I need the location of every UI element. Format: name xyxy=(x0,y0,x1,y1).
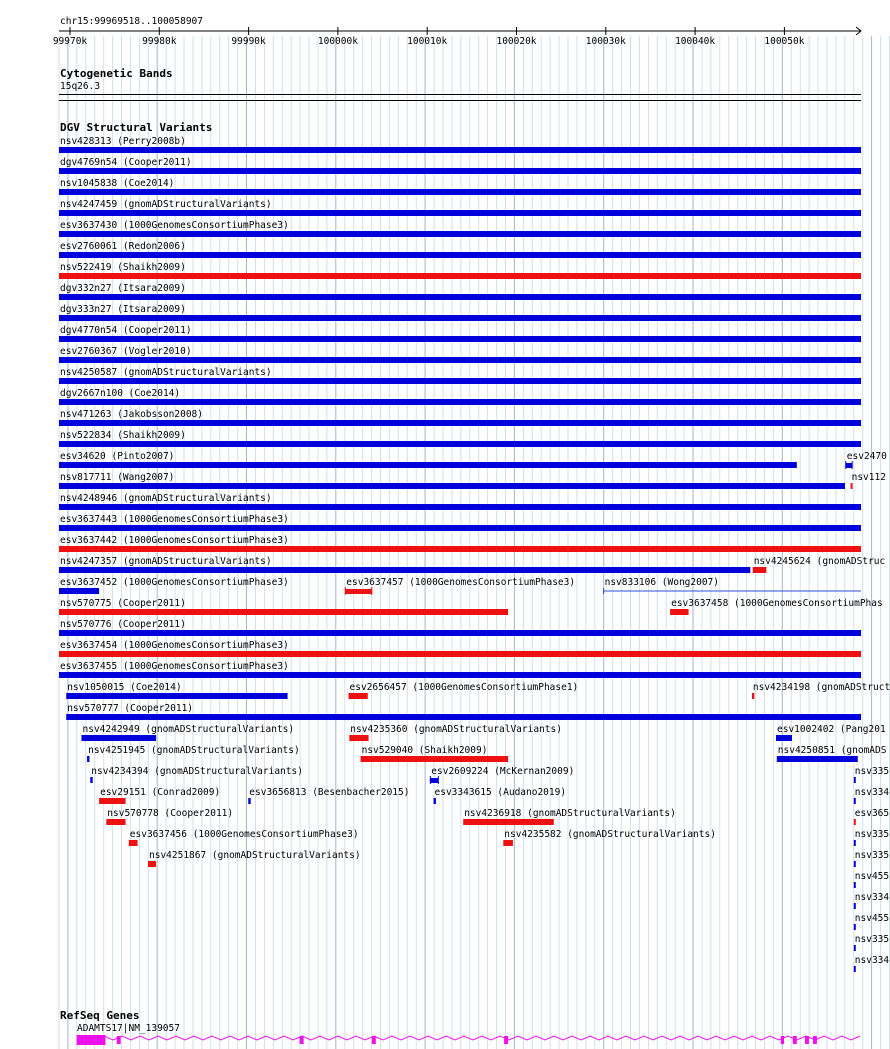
dgv-feature[interactable] xyxy=(59,451,797,468)
dgv-feature[interactable] xyxy=(59,304,861,321)
dgv-feature[interactable] xyxy=(59,136,861,153)
dgv-feature[interactable] xyxy=(59,430,861,447)
dgv-feature-label: nsv335 xyxy=(854,934,890,945)
dgv-feature-label: nsv4245624 (gnomADStruc xyxy=(753,556,886,567)
dgv-feature-label: dgv332n27 (Itsara2009) xyxy=(60,283,186,294)
ruler-tick-label: 100050k xyxy=(764,36,805,47)
dgv-feature-bar[interactable] xyxy=(854,798,856,804)
ruler-ticks xyxy=(53,27,805,47)
dgv-feature-bar[interactable] xyxy=(776,735,792,741)
dgv-feature-bar[interactable] xyxy=(854,777,856,783)
dgv-feature-label: nsv570775 (Cooper2011) xyxy=(60,598,186,609)
dgv-feature-label: esv3637458 (1000GenomesConsortiumPhas xyxy=(671,598,883,609)
dgv-feature-bar[interactable] xyxy=(854,819,856,825)
dgv-feature-bar[interactable] xyxy=(59,336,861,342)
dgv-feature[interactable] xyxy=(66,703,861,720)
dgv-feature-label: nsv4247357 (gnomADStructuralVariants) xyxy=(60,556,272,567)
dgv-feature-bar[interactable] xyxy=(59,294,861,300)
gene-exon[interactable] xyxy=(504,1036,508,1044)
dgv-feature[interactable] xyxy=(361,745,509,762)
dgv-feature-label: esv3656813 (Besenbacher2015) xyxy=(249,787,410,798)
dgv-feature-label: nsv4250587 (gnomADStructuralVariants) xyxy=(60,367,272,378)
gene-exon[interactable] xyxy=(372,1036,376,1044)
dgv-feature-bar[interactable] xyxy=(59,315,861,321)
dgv-feature-bar[interactable] xyxy=(59,189,861,195)
dgv-feature-bar[interactable] xyxy=(59,441,861,447)
dgv-feature-bar[interactable] xyxy=(59,420,861,426)
dgv-feature-label: dgv4770n54 (Cooper2011) xyxy=(60,325,192,336)
dgv-feature-bar[interactable] xyxy=(777,756,858,762)
dgv-track-title: DGV Structural Variants xyxy=(60,121,213,134)
gene-exon[interactable] xyxy=(300,1036,304,1044)
dgv-feature-label: nsv335 xyxy=(854,850,890,861)
gene-exon[interactable] xyxy=(793,1036,797,1044)
dgv-feature-label: nsv4234198 (gnomADStruct xyxy=(752,682,890,693)
dgv-feature-label: nsv4234394 (gnomADStructuralVariants) xyxy=(91,766,303,777)
dgv-feature-label: nsv112 xyxy=(851,472,886,483)
ruler-tick-label: 100040k xyxy=(675,36,716,47)
dgv-feature-bar[interactable] xyxy=(349,735,368,741)
dgv-feature[interactable] xyxy=(59,619,861,636)
gene-exon[interactable] xyxy=(77,1035,106,1045)
dgv-feature-bar[interactable] xyxy=(854,903,856,909)
dgv-feature-bar[interactable] xyxy=(59,210,861,216)
ruler-tick-label: 99970k xyxy=(52,36,88,47)
dgv-feature[interactable] xyxy=(59,241,861,258)
dgv-feature-bar[interactable] xyxy=(106,819,125,825)
dgv-feature-label: esv2656457 (1000GenomesConsortiumPhase1) xyxy=(349,682,579,693)
dgv-feature-bar[interactable] xyxy=(854,861,856,867)
dgv-feature[interactable] xyxy=(59,577,289,594)
dgv-feature[interactable] xyxy=(349,724,562,741)
locus-label: chr15:99969518..100058907 xyxy=(60,16,203,27)
dgv-feature[interactable] xyxy=(59,535,861,552)
dgv-feature-bar[interactable] xyxy=(854,966,856,972)
dgv-feature-bar[interactable] xyxy=(854,945,856,951)
dgv-feature-label: dgv4769n54 (Cooper2011) xyxy=(60,157,192,168)
dgv-feature[interactable] xyxy=(59,388,861,405)
dgv-feature-label: nsv1045838 (Coe2014) xyxy=(60,178,175,189)
dgv-feature-label: esv3343615 (Audano2019) xyxy=(434,787,567,798)
dgv-feature-label: nsv833106 (Wong2007) xyxy=(604,577,719,588)
cytoband-track[interactable] xyxy=(59,67,861,101)
dgv-feature-label: esv365 xyxy=(854,808,890,819)
dgv-feature[interactable] xyxy=(434,787,567,804)
dgv-feature-bar[interactable] xyxy=(851,483,853,489)
dgv-feature-label: nsv334 xyxy=(854,955,890,966)
dgv-feature[interactable] xyxy=(753,556,886,573)
dgv-feature-label: nsv4251945 (gnomADStructuralVariants) xyxy=(88,745,300,756)
dgv-feature-label: nsv4236918 (gnomADStructuralVariants) xyxy=(464,808,676,819)
dgv-feature-label: dgv2667n100 (Coe2014) xyxy=(60,388,181,399)
ruler-tick-label: 100020k xyxy=(496,36,537,47)
dgv-feature-bar[interactable] xyxy=(59,252,861,258)
dgv-feature-bar[interactable] xyxy=(66,693,287,699)
dgv-feature-bar[interactable] xyxy=(59,651,861,657)
dgv-feature-bar[interactable] xyxy=(753,567,767,573)
dgv-feature-label: nsv335 xyxy=(854,766,890,777)
dgv-feature-label: nsv529040 (Shaikh2009) xyxy=(361,745,488,756)
dgv-feature-bar[interactable] xyxy=(854,840,856,846)
dgv-feature-label: esv2609224 (McKernan2009) xyxy=(431,766,575,777)
dgv-feature-bar[interactable] xyxy=(81,735,156,741)
dgv-feature[interactable] xyxy=(604,577,861,594)
dgv-feature-bar[interactable] xyxy=(59,462,797,468)
dgv-feature-bar[interactable] xyxy=(59,525,861,531)
dgv-feature[interactable] xyxy=(59,514,861,531)
dgv-feature-bar[interactable] xyxy=(59,168,861,174)
refseq-track-title: RefSeq Genes xyxy=(60,1009,140,1022)
gene-exon[interactable] xyxy=(813,1036,817,1044)
dgv-feature-bar[interactable] xyxy=(430,778,438,783)
dgv-feature[interactable] xyxy=(59,346,861,363)
ruler-tick-label: 100030k xyxy=(585,36,626,47)
dgv-feature-bar[interactable] xyxy=(99,798,125,804)
gene-label: ADAMTS17|NM_139057 xyxy=(77,1023,180,1034)
dgv-feature-bar[interactable] xyxy=(59,504,861,510)
dgv-feature-label: esv29151 (Conrad2009) xyxy=(100,787,221,798)
dgv-feature-label: nsv4235360 (gnomADStructuralVariants) xyxy=(350,724,562,735)
dgv-feature-bar[interactable] xyxy=(59,483,845,489)
dgv-feature-label: dgv333n27 (Itsara2009) xyxy=(60,304,186,315)
cytoband-track-title: Cytogenetic Bands xyxy=(60,67,173,80)
dgv-feature-label: esv3637454 (1000GenomesConsortiumPhase3) xyxy=(60,640,289,651)
dgv-feature-bar[interactable] xyxy=(59,231,861,237)
dgv-feature-bar[interactable] xyxy=(854,924,856,930)
ruler-tick-label: 100010k xyxy=(407,36,448,47)
dgv-feature-bar[interactable] xyxy=(129,840,138,846)
dgv-feature-label: esv3637430 (1000GenomesConsortiumPhase3) xyxy=(60,220,289,231)
gene-exon[interactable] xyxy=(805,1036,809,1044)
dgv-feature-bar[interactable] xyxy=(59,672,861,678)
dgv-feature-bar[interactable] xyxy=(670,609,688,615)
dgv-feature-bar[interactable] xyxy=(59,588,99,594)
dgv-feature-label: nsv4235582 (gnomADStructuralVariants) xyxy=(504,829,716,840)
dgv-feature-bar[interactable] xyxy=(59,567,750,573)
gene-exon[interactable] xyxy=(781,1036,784,1044)
dgv-feature-label: nsv570778 (Cooper2011) xyxy=(107,808,234,819)
dgv-feature-bar[interactable] xyxy=(59,147,861,153)
dgv-feature-label: nsv455 xyxy=(854,871,890,882)
dgv-feature[interactable] xyxy=(59,178,861,195)
dgv-feature[interactable] xyxy=(129,829,359,846)
dgv-feature[interactable] xyxy=(59,367,861,384)
dgv-feature[interactable] xyxy=(59,199,861,216)
dgv-feature-label: nsv455 xyxy=(854,913,890,924)
dgv-feature[interactable] xyxy=(90,766,303,783)
dgv-feature-bar[interactable] xyxy=(463,819,554,825)
dgv-feature-label: nsv817711 (Wang2007) xyxy=(60,472,175,483)
dgv-feature-label: nsv1050015 (Coe2014) xyxy=(67,682,182,693)
dgv-feature[interactable] xyxy=(66,682,287,699)
ruler-tick-label: 100000k xyxy=(317,36,358,47)
dgv-feature-bar[interactable] xyxy=(59,378,861,384)
dgv-feature[interactable] xyxy=(463,808,676,825)
dgv-feature-label: nsv522419 (Shaikh2009) xyxy=(60,262,186,273)
dgv-feature-bar[interactable] xyxy=(87,756,89,762)
coordinate-ruler[interactable] xyxy=(53,16,861,47)
dgv-feature[interactable] xyxy=(59,325,861,342)
dgv-feature[interactable] xyxy=(59,220,861,237)
dgv-feature-bar[interactable] xyxy=(361,756,509,762)
gene-exon[interactable] xyxy=(117,1036,121,1044)
dgv-feature-bar[interactable] xyxy=(90,777,92,783)
dgv-feature-bar[interactable] xyxy=(59,630,861,636)
dgv-feature-label: esv3637443 (1000GenomesConsortiumPhase3) xyxy=(60,514,289,525)
dgv-feature-label: nsv4251867 (gnomADStructuralVariants) xyxy=(149,850,361,861)
dgv-feature-label: esv2760367 (Vogler2010) xyxy=(60,346,192,357)
dgv-feature-bar[interactable] xyxy=(66,714,861,720)
dgv-feature[interactable] xyxy=(148,850,361,867)
dgv-feature-label: nsv4250851 (gnomADS xyxy=(777,745,887,756)
dgv-feature-label: esv34620 (Pinto2007) xyxy=(60,451,175,462)
dgv-feature[interactable] xyxy=(248,787,409,804)
dgv-feature-bar[interactable] xyxy=(59,609,508,615)
dgv-feature-bar[interactable] xyxy=(846,463,852,468)
dgv-feature-bar[interactable] xyxy=(148,861,156,867)
dgv-feature[interactable] xyxy=(59,661,861,678)
refseq-track xyxy=(60,1009,860,1045)
dgv-feature-bar[interactable] xyxy=(59,546,861,552)
dgv-feature[interactable] xyxy=(345,577,575,595)
dgv-feature-label: nsv4247459 (gnomADStructuralVariants) xyxy=(60,199,272,210)
dgv-feature[interactable] xyxy=(81,724,294,741)
track-divider xyxy=(59,100,861,101)
dgv-feature-label: esv3637452 (1000GenomesConsortiumPhase3) xyxy=(60,577,289,588)
dgv-feature[interactable] xyxy=(59,283,861,300)
dgv-feature-bar[interactable] xyxy=(59,273,861,279)
dgv-feature[interactable] xyxy=(59,640,861,657)
dgv-feature-bar[interactable] xyxy=(59,357,861,363)
dgv-feature[interactable] xyxy=(349,682,579,699)
dgv-feature-label: nsv570777 (Cooper2011) xyxy=(67,703,194,714)
dgv-feature-label: nsv334 xyxy=(854,787,890,798)
cytoband-ideogram[interactable] xyxy=(59,94,861,95)
dgv-feature[interactable] xyxy=(59,262,861,279)
ruler-tick-label: 99980k xyxy=(142,36,177,47)
dgv-feature-label: nsv522834 (Shaikh2009) xyxy=(60,430,186,441)
dgv-feature-bar[interactable] xyxy=(854,882,856,888)
dgv-feature[interactable] xyxy=(59,493,861,510)
refseq-gene[interactable] xyxy=(77,1023,860,1045)
dgv-feature-bar[interactable] xyxy=(503,840,513,846)
dgv-feature-bar[interactable] xyxy=(248,798,250,804)
dgv-feature-bar[interactable] xyxy=(752,693,754,699)
dgv-feature[interactable] xyxy=(59,556,750,573)
ruler-tick-label: 99990k xyxy=(231,36,266,47)
dgv-feature[interactable] xyxy=(752,682,890,699)
dgv-feature-label: nsv428313 (Perry2008b) xyxy=(60,136,186,147)
dgv-feature[interactable] xyxy=(106,808,233,825)
dgv-feature[interactable] xyxy=(59,157,861,174)
dgv-feature-label: esv2760061 (Redon2006) xyxy=(60,241,186,252)
dgv-feature-label: nsv471263 (Jakobsson2008) xyxy=(60,409,203,420)
dgv-feature-label: esv3637442 (1000GenomesConsortiumPhase3) xyxy=(60,535,289,546)
cytoband-label: 15q26.3 xyxy=(60,81,101,92)
dgv-feature-label: nsv4248946 (gnomADStructuralVariants) xyxy=(60,493,272,504)
dgv-feature-bar[interactable] xyxy=(345,589,371,594)
dgv-feature[interactable] xyxy=(776,724,886,741)
dgv-feature-label: esv2470 xyxy=(846,451,887,462)
dgv-feature-label: esv3637457 (1000GenomesConsortiumPhase3) xyxy=(346,577,576,588)
dgv-feature-label: nsv4242949 (gnomADStructuralVariants) xyxy=(82,724,295,735)
dgv-feature-label: esv3637456 (1000GenomesConsortiumPhase3) xyxy=(129,829,359,840)
dgv-feature-bar[interactable] xyxy=(59,399,861,405)
dgv-feature[interactable] xyxy=(59,409,861,426)
gene-intron-line xyxy=(77,1036,860,1040)
dgv-feature[interactable] xyxy=(777,745,887,762)
dgv-feature-bar[interactable] xyxy=(349,693,368,699)
dgv-feature-bar[interactable] xyxy=(434,798,436,804)
dgv-feature-label: nsv334 xyxy=(854,892,890,903)
dgv-feature-label: esv1002402 (Pang201 xyxy=(777,724,886,735)
dgv-feature-label: nsv335 xyxy=(854,829,890,840)
dgv-feature[interactable] xyxy=(59,598,508,615)
dgv-feature-label: nsv570776 (Cooper2011) xyxy=(60,619,186,630)
dgv-feature-label: esv3637455 (1000GenomesConsortiumPhase3) xyxy=(60,661,289,672)
